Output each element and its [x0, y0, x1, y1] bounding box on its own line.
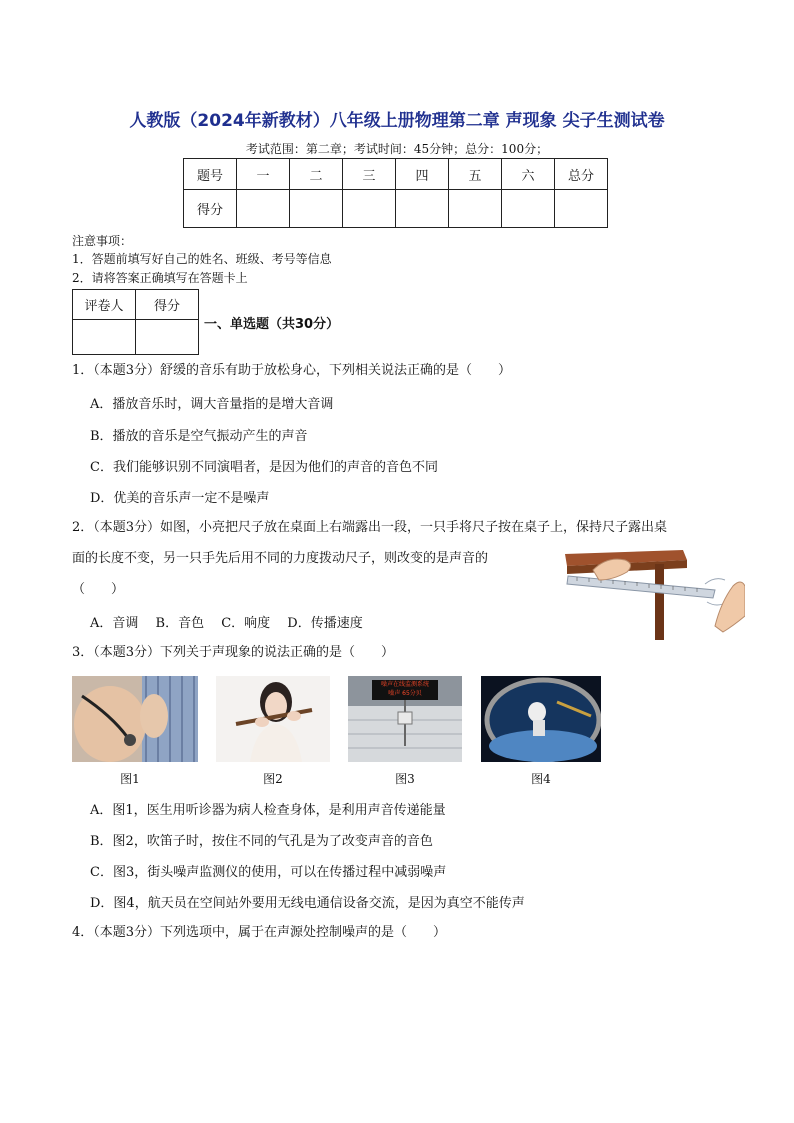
grader-label: 评卷人 — [73, 290, 136, 320]
question-3-option-a: A．图1，医生用听诊器为病人检查身体，是利用声音传递能量 — [90, 803, 446, 818]
question-3-stem: 3．（本题3分）下列关于声现象的说法正确的是（ ） — [72, 645, 395, 660]
question-1-option-a: A．播放音乐时，调大音量指的是增大音调 — [90, 397, 334, 412]
score-cell[interactable] — [502, 190, 555, 228]
noise-monitor-photo — [348, 676, 462, 762]
score-table — [183, 158, 608, 228]
noise-monitor-sign-text-1: 噪声在线监测系统 — [380, 681, 429, 688]
question-1-option-b: B．播放的音乐是空气振动产生的声音 — [90, 429, 308, 444]
score-cell[interactable] — [290, 190, 343, 228]
notice-item: 2．请将答案正确填写在答题卡上 — [72, 271, 248, 285]
question-2-stem-line2: 面的长度不变，另一只手先后用不同的力度拨动尺子，则改变的是声音的 — [72, 551, 489, 566]
question-1-option-d: D．优美的音乐声一定不是噪声 — [90, 491, 270, 506]
score-header: 题号 — [184, 159, 237, 190]
exam-scope: 考试范围：第二章；考试时间：45分钟；总分：100分； — [245, 142, 549, 156]
section-title: 一、单选题（共30分） — [204, 317, 340, 332]
score-header: 三 — [343, 159, 396, 190]
notice-heading: 注意事项： — [72, 234, 133, 248]
grader-score-cell[interactable] — [136, 320, 199, 355]
flute-player-photo — [216, 676, 330, 762]
score-header: 六 — [502, 159, 555, 190]
score-cell[interactable] — [343, 190, 396, 228]
notice-item: 1．答题前填写好自己的姓名、班级、考号等信息 — [72, 252, 332, 266]
score-header: 五 — [449, 159, 502, 190]
score-cell[interactable] — [555, 190, 608, 228]
score-cell[interactable] — [449, 190, 502, 228]
ruler-on-table-figure — [565, 546, 745, 640]
grader-cell[interactable] — [73, 320, 136, 355]
figure-4-caption: 图4 — [531, 772, 551, 786]
question-2-options: A．音调 B．音色 C．响度 D．传播速度 — [90, 616, 363, 631]
score-header: 总分 — [555, 159, 608, 190]
grader-table — [72, 289, 199, 355]
grader-score-label: 得分 — [136, 290, 199, 320]
page-title: 人教版（2024年新教材）八年级上册物理第二章 声现象 尖子生测试卷 — [129, 111, 665, 131]
figure-3-caption: 图3 — [395, 772, 415, 786]
question-2-stem-line1: 2．（本题3分）如图，小亮把尺子放在桌面上右端露出一段，一只手将尺子按在桌子上，保持尺子露出桌 — [72, 520, 668, 535]
question-3-option-b: B．图2，吹笛子时，按住不同的气孔是为了改变声音的音色 — [90, 834, 433, 849]
score-cell[interactable] — [396, 190, 449, 228]
question-1-option-c: C．我们能够识别不同演唱者，是因为他们的声音的音色不同 — [90, 460, 438, 475]
astronaut-photo — [481, 676, 601, 762]
question-3-option-d: D．图4，航天员在空间站外要用无线电通信设备交流，是因为真空不能传声 — [90, 896, 525, 911]
question-3-option-c: C．图3，街头噪声监测仪的使用，可以在传播过程中减弱噪声 — [90, 865, 447, 880]
score-header: 四 — [396, 159, 449, 190]
stethoscope-photo — [72, 676, 198, 762]
question-1-stem: 1．（本题3分）舒缓的音乐有助于放松身心，下列相关说法正确的是（ ） — [72, 363, 512, 378]
question-2-stem-line3: （ ） — [72, 582, 125, 597]
question-4-stem: 4．（本题3分）下列选项中，属于在声源处控制噪声的是（ ） — [72, 925, 447, 940]
score-header: 一 — [237, 159, 290, 190]
noise-monitor-sign-text-2: 噪声 65分贝 — [388, 690, 422, 697]
score-header: 二 — [290, 159, 343, 190]
score-row-label: 得分 — [184, 190, 237, 228]
figure-1-caption: 图1 — [120, 772, 140, 786]
figure-2-caption: 图2 — [263, 772, 283, 786]
score-cell[interactable] — [237, 190, 290, 228]
